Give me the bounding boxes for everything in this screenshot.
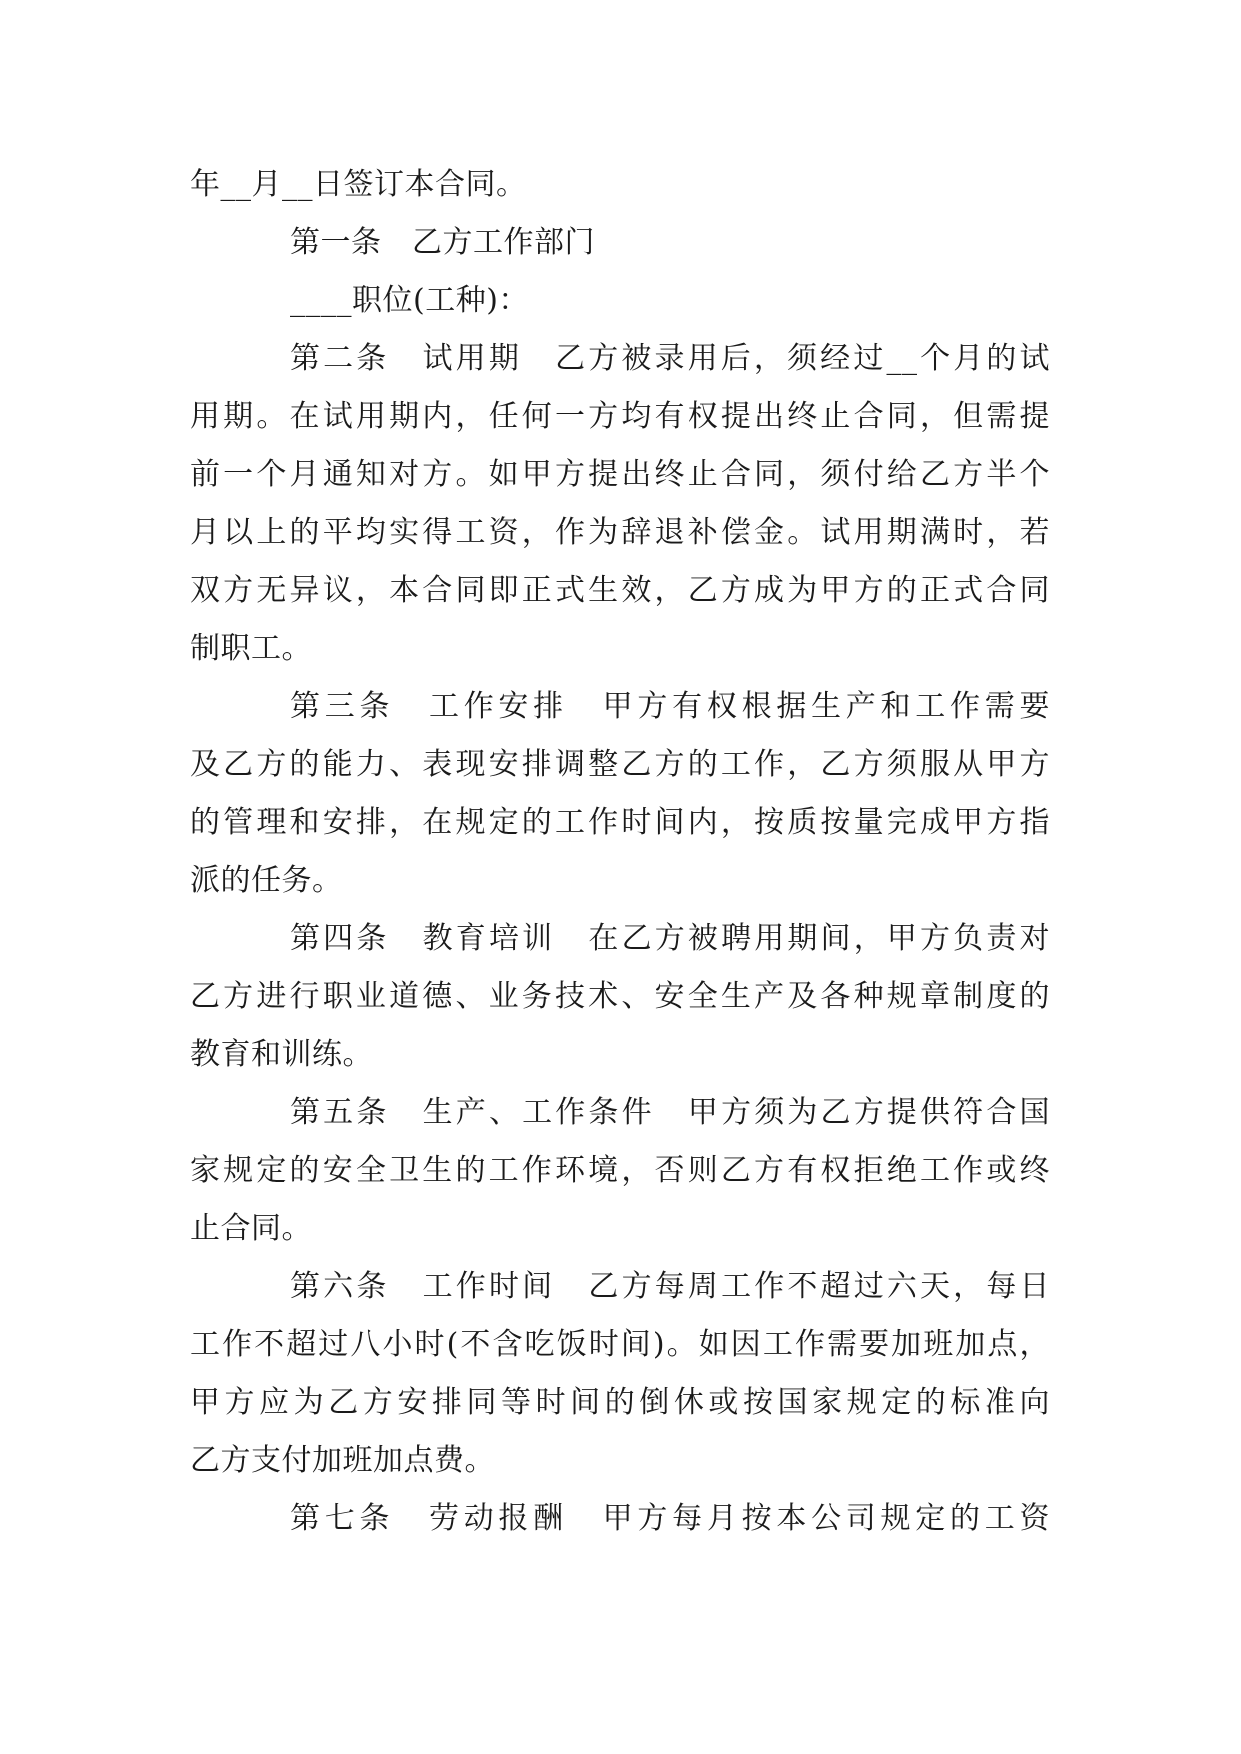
text-line: 乙方支付加班加点费。 (190, 1443, 495, 1478)
text-line: 止合同。 (190, 1211, 312, 1246)
text-line: 乙方进行职业道德、业务技术、安全生产及各种规章制度的 (190, 979, 1050, 1014)
text-line: 年__月__日签订本合同。 (190, 167, 527, 202)
text-line: 第六条 工作时间 乙方每周工作不超过六天，每日 (290, 1269, 1050, 1304)
text-line: 第二条 试用期 乙方被录用后，须经过__个月的试 (290, 341, 1050, 376)
text-line: 用期。在试用期内，任何一方均有权提出终止合同，但需提 (190, 399, 1050, 434)
text-line: 教育和训练。 (190, 1037, 373, 1072)
text-line: 家规定的安全卫生的工作环境，否则乙方有权拒绝工作或终 (190, 1153, 1050, 1188)
text-line: 制职工。 (190, 631, 312, 666)
text-line: 前一个月通知对方。如甲方提出终止合同，须付给乙方半个 (190, 457, 1050, 492)
text-line: 双方无异议，本合同即正式生效，乙方成为甲方的正式合同 (190, 573, 1050, 608)
text-line: 甲方应为乙方安排同等时间的倒休或按国家规定的标准向 (190, 1385, 1050, 1420)
text-line: 第七条 劳动报酬 甲方每月按本公司规定的工资 (290, 1501, 1050, 1536)
text-line: 派的任务。 (190, 863, 343, 898)
text-line: 第四条 教育培训 在乙方被聘用期间，甲方负责对 (290, 921, 1050, 956)
text-line: 第五条 生产、工作条件 甲方须为乙方提供符合国 (290, 1095, 1050, 1130)
text-line: 的管理和安排，在规定的工作时间内，按质按量完成甲方指 (190, 805, 1050, 840)
text-line: 第三条 工作安排 甲方有权根据生产和工作需要 (290, 689, 1050, 724)
text-line: 第一条 乙方工作部门 (290, 225, 595, 260)
text-line: ____职位(工种)： (290, 283, 529, 318)
text-line: 工作不超过八小时(不含吃饭时间)。如因工作需要加班加点， (190, 1327, 1050, 1362)
text-line: 及乙方的能力、表现安排调整乙方的工作，乙方须服从甲方 (190, 747, 1050, 782)
text-line: 月以上的平均实得工资，作为辞退补偿金。试用期满时，若 (190, 515, 1050, 550)
